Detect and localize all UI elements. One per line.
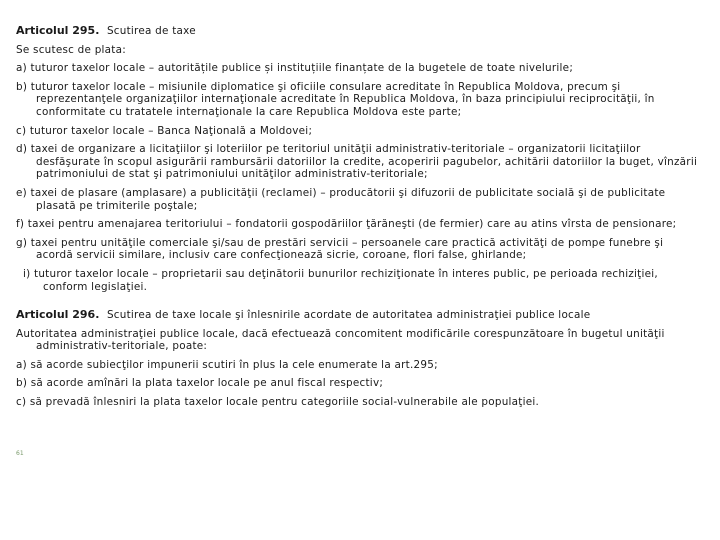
article-295-item-e: e) taxei de plasare (amplasare) a publicităţii (reclamei) – producătorii şi difuzorii de publicitate socială şi de publicitate plasată pe trimiterile poştale; xyxy=(16,186,666,212)
article-295-title: Articolul 295. xyxy=(16,24,100,37)
article-295-item-c: c) tuturor taxelor locale – Banca Naţională a Moldovei; xyxy=(16,124,313,137)
article-295-intro: Se scutesc de plata: xyxy=(16,43,126,56)
article-295-item-f: f) taxei pentru amenajarea teritoriului – fondatorii gospodăriilor ţărăneşti (de fermier) care au atins vîrsta de pensionare; xyxy=(16,218,677,231)
article-295-item-a: a) tuturor taxelor locale – autoritățile publice și instituțiile finanțate de la bugetele de toate nivelurile; xyxy=(16,62,574,75)
section-spacer xyxy=(16,293,700,309)
article-296-item-c: c) să prevadă înlesniri la plata taxelor locale pentru categoriile social-vulnerabile ale populaţiei. xyxy=(16,396,540,409)
article-296-subject: Scutirea de taxe locale şi înlesnirile acordate de autoritatea administraţiei publice locale xyxy=(106,309,591,322)
article-296-heading xyxy=(16,309,700,322)
article-296-item-a: a) să acorde subiecţilor impunerii scutiri în plus la cele enumerate la art.295; xyxy=(16,358,438,371)
article-295-heading xyxy=(16,25,700,38)
article-295-subject: Scutirea de taxe xyxy=(106,25,196,37)
article-295-item-d: d) taxei de organizare a licitaţiilor şi loteriilor pe teritoriul unităţii administrativ-teritoriale – organizatorii licitaţiilor desfăşurate în scopul asigurării rambursării datoriilor la credite, acoperirii pagubelor, achitării datoriilor la buget, vînzării patrimoniului de stat şi patrimoniului unităţilor administrativ-teritoriale; xyxy=(16,143,698,181)
article-295-item-b: b) tuturor taxelor locale – misiunile diplomatice şi oficiile consulare acreditate în Republica Moldova, precum şi reprezentanţele organizaţiilor internaţionale acreditate în Republica Moldova, în baza principiului reciprocităţii, în conformitate cu tratatele internaţionale la care Republica Moldova este parte; xyxy=(16,80,655,118)
article-295-item-g: g) taxei pentru unităţile comerciale şi/sau de prestări servicii – persoanele care practică activităţi de pompe funebre şi acordă servicii similare, inclusiv care confecţionează sicrie, coroane, flori false, ghirlande; xyxy=(16,236,664,262)
article-295-item-i: i) tuturor taxelor locale – proprietarii sau deţinătorii bunurilor rechiziţionate în interes public, pe perioada rechiziţiei, conform legislaţiei. xyxy=(23,267,658,293)
article-296-item-b: b) să acorde amînări la plata taxelor locale pe anul fiscal respectiv; xyxy=(16,377,384,390)
page-number: 61 xyxy=(16,450,24,457)
article-296-intro: Autoritatea administraţiei publice locale, dacă efectuează concomitent modificările corespunzătoare în bugetul unităţii administrativ-teritoriale, poate: xyxy=(16,327,665,353)
article-296-title: Articolul 296. xyxy=(16,308,100,322)
